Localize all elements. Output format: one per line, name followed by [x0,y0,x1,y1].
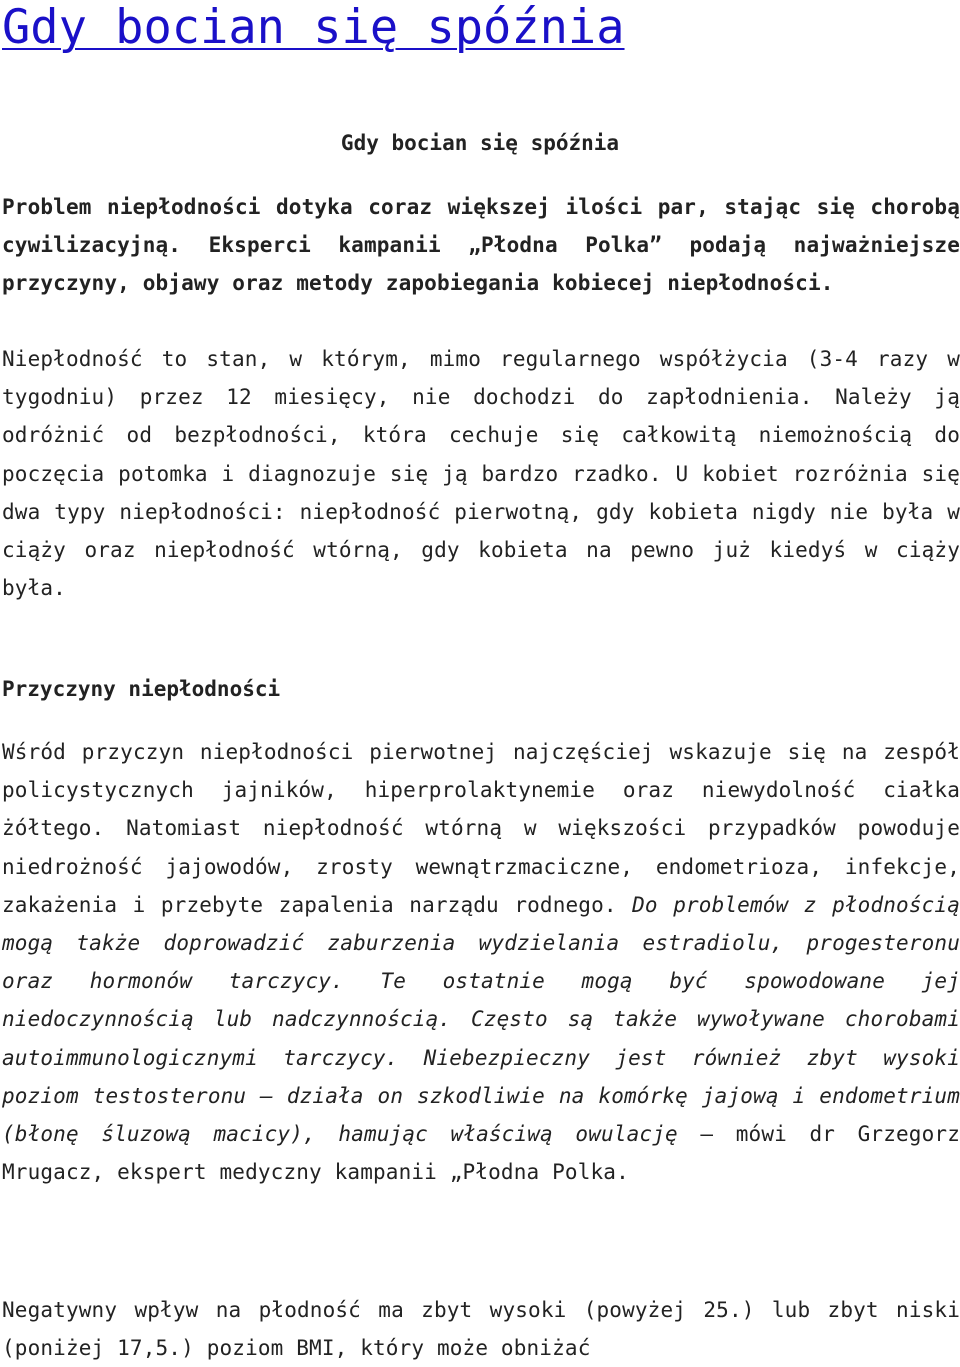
paragraph-causes-text: Wśród przyczyn niepłodności pierwotnej najczęściej wskazuje się na zespół policystycznych jajników, hiperprolaktynemie oraz niewydolność ciałka żółtego. Natomiast niepłodność wtórną w większości przypadków powoduje niedrożność jajowodów, zrosty wewnątrzmaciczne, endometrioza, infekcje, zakażenia i przebyte zapalenia narządu rodnego. [2,740,960,917]
article-lead: Problem niepłodności dotyka coraz większej ilości par, stając się chorobą cywilizacyjną. Eksperci kampanii „Płodna Polka” podają najważniejsze przyczyny, objawy oraz metody zapobiegania kobiecej niepłodności. [2,195,960,296]
paragraph-bmi: Negatywny wpływ na płodność ma zbyt wysoki (powyżej 25.) lub zbyt niski (poniżej 17,5.) poziom BMI, który może obniżać [2,1298,960,1361]
expert-quote: Do problemów z płodnością mogą także doprowadzić zaburzenia wydzielania estradiolu, progesteronu oraz hormonów tarczycy. Te ostatnie mogą być spowodowane jej niedoczynnością lub nadczynnością. Często są także wywoływane chorobami autoimmunologicznymi tarczycy. Niebezpieczny jest również zbyt wysoki poziom testosteronu – działa on szkodliwie na komórkę jajową i endometrium (błonę śluzową macicy), hamując właściwą owulację [2,892,960,1147]
paragraph-causes [2,733,960,1191]
section-heading-causes: Przyczyny niepłodności [2,677,281,701]
article-subtitle: Gdy bocian się spóźnia [340,131,620,155]
paragraph-definition: Niepłodność to stan, w którym, mimo regularnego współżycia (3-4 razy w tygodniu) przez 12 miesięcy, nie dochodzi do zapłodnienia. Należy ją odróżnić od bezpłodności, która cechuje się całkowitą niemożnością do poczęcia potomka i diagnozuje się ją bardzo rzadko. U kobiet rozróżnia się dwa typy niepłodności: niepłodność pierwotną, gdy kobieta nigdy nie była w ciąży oraz niepłodność wtórną, gdy kobieta na pewno już kiedyś w ciąży była. [2,347,960,601]
quote-attribution: – mówi dr Grzegorz Mrugacz, ekspert medyczny kampanii „Płodna Polka. [2,1122,960,1185]
article-title-link[interactable]: Gdy bocian się spóźnia [2,0,625,55]
